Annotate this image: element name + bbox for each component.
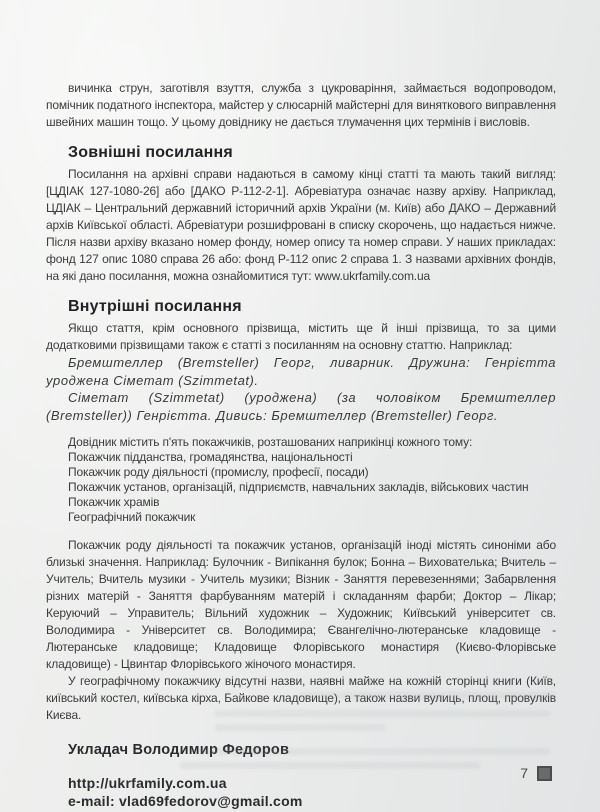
index-item-occupation: Покажчик роду діяльності (промислу, професії, посади) [68, 465, 369, 479]
footer-square-mark [537, 766, 552, 781]
index-item-institutions: Покажчик установ, організацій, підприємств, навчальних закладів, військових частин [68, 480, 529, 494]
compiler-line: Укладач Володимир Федоров [68, 742, 290, 758]
index-item-geographic: Географічний покажчик [68, 510, 196, 524]
indexes-intro-line: Довідник містить п'ять покажчиків, розташованих наприкінці кожного тому: [68, 435, 473, 449]
website-url: http://ukrfamily.com.ua [68, 775, 227, 791]
intro-paragraph: вичинка струн, заготівля взуття, служба з цукроваріння, займається водопроводом, помічник податного інспектора, майстер у слюсарній майстерні для виняткового виправлення швейних машин тощо. У цьому довіднику не дається тлумачення цих термінів і висловів. [46, 81, 556, 129]
internal-links-paragraph: Якщо стаття, крім основного прізвища, містить ще й інші прізвища, то за цими додатковими прізвищами також є статті з посиланням на основну статтю. Наприклад: [46, 321, 556, 352]
page-content [46, 80, 556, 810]
contact-block [68, 774, 556, 810]
external-links-paragraph: Посилання на архівні справи надаються в самому кінці статті та мають такий вигляд: [ЦДІАК 127-1080-26] або [ДАКО Р-112-2-1]. Абревіатура означає назву архіву. Наприклад, ЦДІАК – Центральний державний історичний архів України (м. Київ) або ДАКО – Державний архів Київської області. Абревіатури розшифровані в списку скорочень, що надається нижче. Після назви архіву вказано номер фонду, номер опису та номер справи. У наших прикладах: фонд 127 опис 1080 справа 26 або: фонд Р-112 опис 2 справа 1. З назвами архівних фондів, на які дано посилання, можна ознайомитися тут: www.ukrfamily.com.ua [46, 167, 556, 283]
index-item-citizenship: Покажчик підданства, громадянства, національності [68, 450, 353, 464]
geography-paragraph: У географічному покажчику відсутні назви, наявні майже на кожній сторінці книги (Київ, київський костел, київська кірха, Байкове кладовище), а також назви вулиць, площ, провулків Києва. [46, 674, 556, 722]
page-footer [520, 765, 552, 781]
internal-links-heading: Внутрішні посилання [68, 298, 242, 315]
email-address: e-mail: vlad69fedorov@gmail.com [68, 793, 303, 809]
example-entry-szimmetat: Сіметат (Szimmetat) (уроджена) (за чоловіком Бремштеллер (Bremsteller)) Генрієтта. Дивись: Бремштеллер (Bremsteller) Георг. [46, 390, 556, 423]
synonyms-paragraph: Покажчик роду діяльності та покажчик установ, організацій іноді містять синоніми або близькі значення. Наприклад: Булочник - Випікання булок; Бонна – Вихователька; Вчитель – Учитель; Вчитель музики - Учитель музики; Візник - Заняття перевезеннями; Забарвлення різних матерій - Заняття фарбуванням матерій і складанням фарби; Доктор – Лікар; Керуючий – Управитель; Вільний художник – Художник; Київський університет св. Володимира - Університет св. Володимира; Євангелічно-лютеранське кладовище - Лютеранське кладовище; Кладовище Флорівського монастиря (Києво-Флорівське кладовище) - Цвинтар Флорівського жіночого монастиря. [46, 538, 556, 671]
indexes-block [46, 435, 556, 525]
external-links-heading: Зовнішні посилання [68, 144, 233, 161]
index-item-temples: Покажчик храмів [68, 495, 160, 509]
page-number: 7 [520, 765, 528, 781]
example-entry-bremsteller: Бремштеллер (Bremsteller) Георг, ливарник. Дружина: Генрієтта уроджена Сіметат (Szimmetat). [46, 355, 556, 388]
